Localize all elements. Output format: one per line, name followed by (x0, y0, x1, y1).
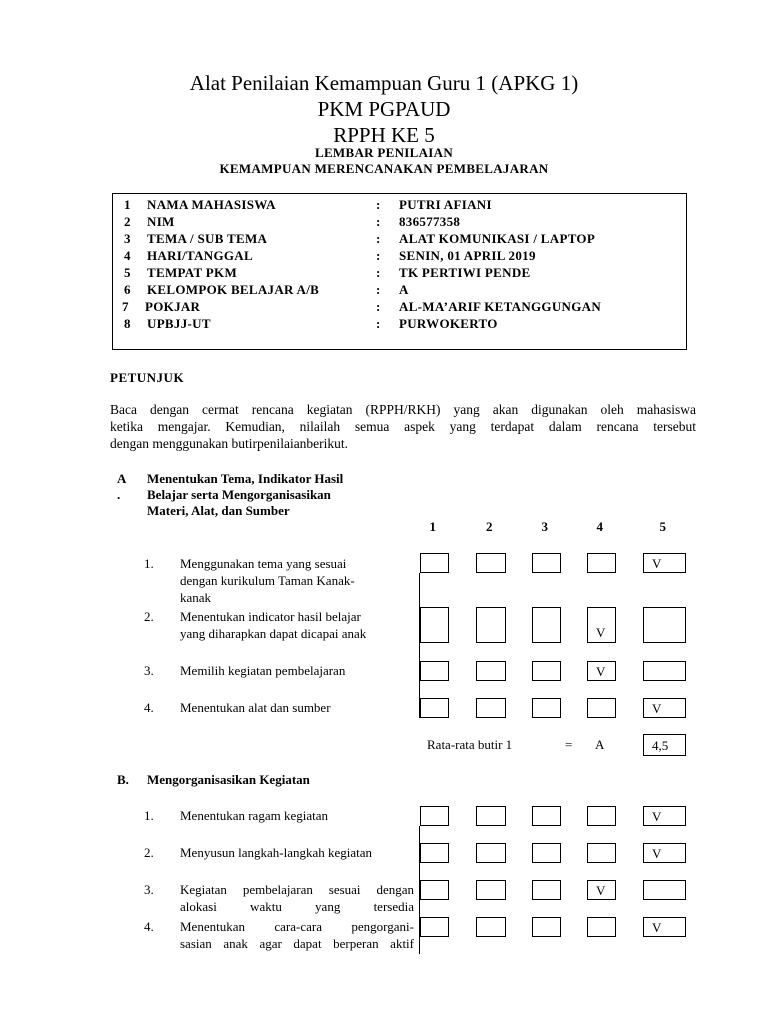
rating-item-number: 2. (144, 609, 154, 624)
section-a-title-line-2: Belajar serta Mengorganisasikan (147, 487, 331, 502)
rating-item-text: Kegiatan pembelajaran sesuai dengan (180, 882, 414, 897)
rating-item-text: Menyusun langkah-langkah kegiatan (180, 845, 373, 860)
rating-item-number: 1. (144, 556, 154, 571)
rating-checkbox[interactable] (643, 806, 686, 826)
rating-checkbox[interactable] (420, 553, 449, 573)
rating-checkbox[interactable] (420, 698, 449, 718)
rating-checkbox[interactable] (476, 661, 506, 681)
rating-checkbox[interactable] (643, 661, 686, 681)
rating-checkbox[interactable] (476, 843, 506, 863)
identity-row-colon: : (376, 231, 381, 246)
rating-checkbox[interactable] (420, 843, 449, 863)
identity-row-colon: : (376, 282, 381, 297)
instructions-heading: PETUNJUK (110, 370, 185, 385)
identity-row-label: TEMA / SUB TEMA (147, 231, 268, 246)
identity-row-label: UPBJJ-UT (147, 316, 211, 331)
identity-row-value: AL-MA’ARIF KETANGGUNGAN (399, 299, 602, 314)
section-a-connector-line (419, 573, 420, 718)
rating-item-number: 3. (144, 663, 154, 678)
rating-item-text: yang diharapkan dapat dicapai anak (180, 626, 367, 641)
rating-checkbox[interactable] (420, 806, 449, 826)
rpph-title: RPPH KE 5 (333, 123, 435, 147)
identity-row-num: 1 (124, 197, 131, 212)
rating-checkbox[interactable] (476, 607, 506, 643)
rating-checkbox[interactable] (476, 553, 506, 573)
rating-checkbox[interactable] (532, 698, 561, 718)
identity-row-colon: : (376, 214, 381, 229)
identity-row-value: TK PERTIWI PENDE (399, 265, 531, 280)
rating-item-number: 4. (144, 919, 154, 934)
rating-checkbox[interactable] (587, 553, 616, 573)
rating-item-text: sasian anak agar dapat berperan aktif (180, 936, 414, 951)
rating-checkbox[interactable] (532, 661, 561, 681)
rating-checkbox[interactable] (420, 607, 449, 643)
identity-row-num: 4 (124, 248, 131, 263)
identity-row-num: 2 (124, 214, 131, 229)
scale-label: 2 (486, 519, 493, 534)
scale-label: 5 (659, 519, 666, 534)
rating-item-text: Menentukan cara-cara pengorgani- (180, 919, 414, 934)
rating-checkbox[interactable] (476, 806, 506, 826)
average-variable: A (595, 737, 605, 752)
rating-checkbox[interactable] (420, 880, 449, 900)
rating-checkbox[interactable] (420, 917, 449, 937)
identity-row-label: NIM (147, 214, 175, 229)
rating-checkbox[interactable] (587, 880, 616, 900)
rating-checkbox[interactable] (532, 917, 561, 937)
rating-item-text: dengan kurikulum Taman Kanak- (180, 573, 355, 588)
identity-row-value: 836577358 (399, 214, 461, 229)
rating-checkbox[interactable] (420, 661, 449, 681)
identity-row-colon: : (376, 316, 381, 331)
identity-row-label: NAMA MAHASISWA (147, 197, 276, 212)
rating-checkbox[interactable] (587, 607, 616, 643)
rating-checkbox[interactable] (587, 661, 616, 681)
rating-checkbox[interactable] (476, 880, 506, 900)
rating-checkbox[interactable] (532, 553, 561, 573)
identity-row-value: A (399, 282, 409, 297)
average-value-box (643, 734, 686, 756)
rating-item-number: 1. (144, 808, 154, 823)
average-label: Rata-rata butir 1 (427, 737, 513, 752)
identity-row-num: 5 (124, 265, 131, 280)
rating-checkbox[interactable] (476, 698, 506, 718)
identity-row-colon: : (376, 265, 381, 280)
check-mark: V (596, 664, 606, 679)
instructions-line-1: Baca dengan cermat rencana kegiatan (RPPH/RKH) yang akan digunakan oleh mahasiswa (110, 402, 696, 417)
rating-checkbox[interactable] (532, 843, 561, 863)
rating-checkbox[interactable] (643, 698, 686, 718)
section-b-letter: B. (117, 772, 129, 787)
identity-row-num: 7 (122, 299, 129, 314)
average-value: 4,5 (652, 738, 669, 753)
rating-item-number: 2. (144, 845, 154, 860)
identity-row-num: 3 (124, 231, 131, 246)
identity-row-colon: : (376, 299, 381, 314)
check-mark: V (652, 846, 662, 861)
rating-checkbox[interactable] (643, 880, 686, 900)
check-mark: V (652, 556, 662, 571)
identity-row-label: HARI/TANGGAL (147, 248, 253, 263)
rating-item-text: Menggunakan tema yang sesuai (180, 556, 347, 571)
rating-checkbox[interactable] (532, 880, 561, 900)
rating-checkbox[interactable] (643, 843, 686, 863)
scale-label: 3 (541, 519, 548, 534)
scale-label: 1 (429, 519, 436, 534)
rating-item-text: Menentukan ragam kegiatan (180, 808, 328, 823)
rating-item-number: 4. (144, 700, 154, 715)
rating-checkbox[interactable] (587, 806, 616, 826)
program-title: PKM PGPAUD (317, 97, 451, 121)
rating-checkbox[interactable] (587, 843, 616, 863)
identity-row-value: PUTRI AFIANI (399, 197, 492, 212)
check-mark: V (596, 625, 606, 640)
check-mark: V (652, 809, 662, 824)
section-a-dot: . (117, 487, 121, 502)
sheet-subtitle: KEMAMPUAN MERENCANAKAN PEMBELAJARAN (219, 161, 549, 176)
identity-row-num: 8 (124, 316, 131, 331)
identity-row-num: 6 (124, 282, 131, 297)
check-mark: V (596, 883, 606, 898)
identity-row-label: TEMPAT PKM (147, 265, 238, 280)
identity-row-value: ALAT KOMUNIKASI / LAPTOP (399, 231, 596, 246)
rating-item-text: Menentukan indicator hasil belajar (180, 609, 361, 624)
identity-row-colon: : (376, 197, 381, 212)
identity-row-label: POKJAR (145, 299, 201, 314)
check-mark: V (652, 701, 662, 716)
rating-checkbox[interactable] (532, 607, 561, 643)
section-a-letter: A (117, 471, 127, 486)
section-b-connector-line (419, 826, 420, 954)
scale-label: 4 (596, 519, 603, 534)
rating-item-number: 3. (144, 882, 154, 897)
identity-row-value: SENIN, 01 APRIL 2019 (399, 248, 536, 263)
section-b-title: Mengorganisasikan Kegiatan (147, 772, 310, 787)
average-equals: = (565, 737, 573, 752)
rating-checkbox[interactable] (476, 917, 506, 937)
rating-item-text: Menentukan alat dan sumber (180, 700, 331, 715)
sheet-title: LEMBAR PENILAIAN (314, 145, 454, 160)
rating-item-text: alokasi waktu yang tersedia (180, 899, 414, 914)
rating-checkbox[interactable] (643, 553, 686, 573)
rating-item-text: kanak (180, 590, 212, 605)
identity-row-value: PURWOKERTO (399, 316, 498, 331)
identity-row-colon: : (376, 248, 381, 263)
rating-checkbox[interactable] (587, 698, 616, 718)
section-a-title-line-3: Materi, Alat, dan Sumber (147, 503, 290, 518)
instructions-line-2: ketika mengajar. Kemudian, nilailah semua aspek yang terdapat dalam rencana tersebut (110, 419, 696, 434)
rating-checkbox[interactable] (643, 607, 686, 643)
document-title: Alat Penilaian Kemampuan Guru 1 (APKG 1) (189, 71, 579, 95)
instructions-line-3: dengan menggunakan butirpenilaianberikut. (110, 436, 349, 451)
rating-checkbox[interactable] (532, 806, 561, 826)
identity-row-label: KELOMPOK BELAJAR A/B (147, 282, 320, 297)
rating-checkbox[interactable] (587, 917, 616, 937)
check-mark: V (652, 920, 662, 935)
rating-checkbox[interactable] (643, 917, 686, 937)
rating-item-text: Memilih kegiatan pembelajaran (180, 663, 346, 678)
section-a-title-line-1: Menentukan Tema, Indikator Hasil (147, 471, 344, 486)
